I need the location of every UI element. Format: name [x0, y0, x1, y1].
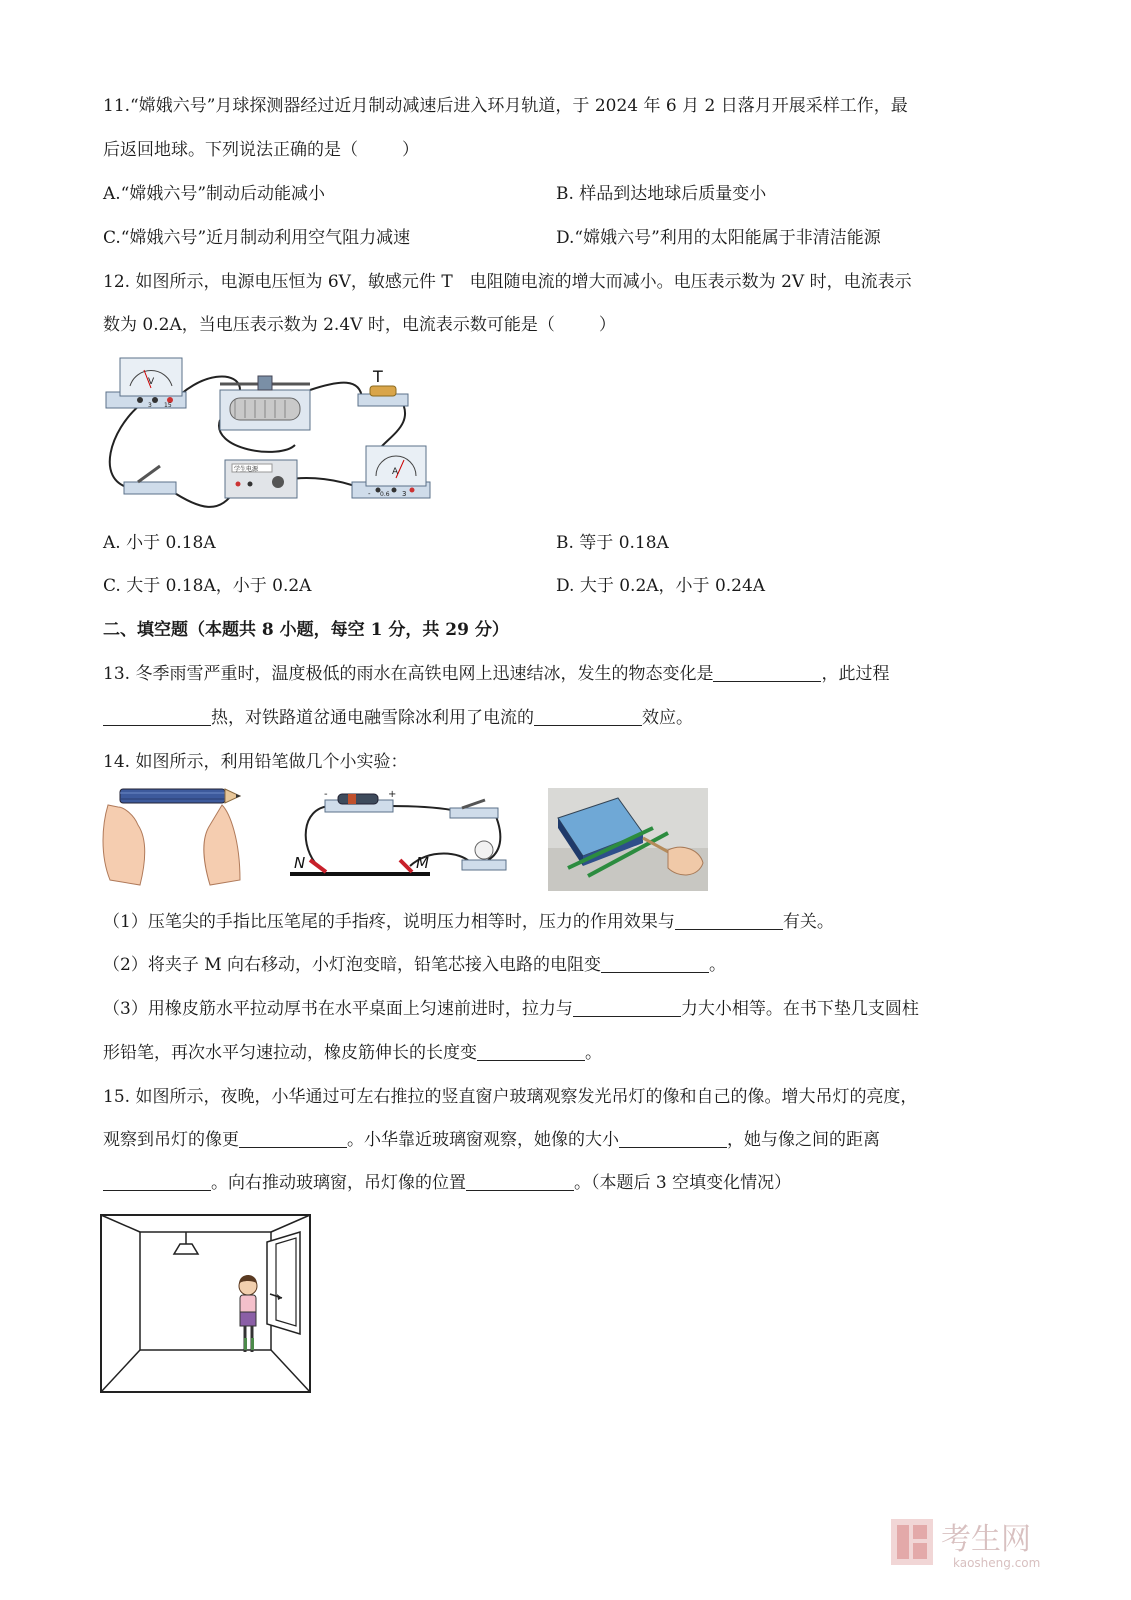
ammeter [352, 446, 430, 498]
q14-sub2 [103, 953, 726, 977]
q15-blank-4[interactable] [466, 1172, 574, 1191]
clip-m-label: M [416, 854, 429, 872]
q15-text-2a: 观察到吊灯的像更 [103, 1130, 239, 1150]
q11-paren-close: ） [402, 140, 419, 160]
q14-figure-pencil-circuit [290, 788, 508, 880]
q14-sub3-text-c: 形铅笔，再次水平匀速拉动，橡皮筋伸长的长度变 [103, 1043, 477, 1063]
q14-sub3-text-a: （3）用橡皮筋水平拉动厚书在水平桌面上匀速前进时，拉力与 [103, 999, 573, 1019]
q14-blank-4[interactable] [477, 1042, 585, 1061]
q14-sub3-line2 [103, 1041, 602, 1065]
q14-sub1-end: 有关。 [782, 912, 834, 932]
voltmeter-symbol: V [148, 377, 155, 387]
q12-stem-text: 数为 0.2A，当电压表示数为 2.4V 时，电流表示数可能是（ [103, 315, 555, 335]
battery-plus: + [388, 789, 397, 800]
element-t-label: T [373, 367, 383, 386]
q11-option-a: A.“嫦娥六号”制动后动能减小 [103, 184, 326, 204]
q15-line1: 15. 如图所示，夜晚，小华通过可左右推拉的竖直窗户玻璃观察发光吊灯的像和自己的像。增大吊灯的亮度， [103, 1087, 918, 1107]
q14-sub3-line1 [103, 997, 919, 1021]
q13-line1 [103, 662, 889, 686]
q15-text-2c: ，她与像之间的距离 [727, 1130, 880, 1150]
q15-blank-1[interactable] [239, 1129, 347, 1148]
q14-sub1 [103, 910, 834, 934]
voltmeter-terminal-15: 15 [164, 402, 172, 409]
q12-stem-line2 [103, 313, 616, 337]
q14-sub2-end: 。 [709, 955, 727, 975]
sensitive-element-t [358, 367, 408, 406]
q15-room-figure [100, 1214, 312, 1394]
watermark-brand: 考生网 [941, 1522, 1031, 1557]
clip-n-label: N [294, 854, 306, 872]
q15-text-2b: 。小华靠近玻璃窗观察，她像的大小 [347, 1130, 619, 1150]
q15-text-3a: 。向右推动玻璃窗，吊灯像的位置 [211, 1173, 466, 1193]
ammeter-terminal-minus: - [368, 490, 371, 498]
q14-sub1-text: （1）压笔尖的手指比压笔尾的手指疼，说明压力相等时，压力的作用效果与 [103, 912, 675, 932]
q13-blank-2[interactable] [103, 707, 211, 726]
q15-line3 [103, 1171, 791, 1195]
q15-text-3b: 。（本题后 3 空填变化情况） [574, 1173, 792, 1193]
q11-option-b: B. 样品到达地球后质量变小 [556, 184, 767, 204]
q11-option-c: C.“嫦娥六号”近月制动利用空气阻力减速 [103, 228, 411, 248]
q11-stem-line1: 11.“嫦娥六号”月球探测器经过近月制动减速后进入环月轨道，于 2024 年 6 月 2 日落月开展采样工作，最 [103, 96, 908, 116]
ammeter-symbol: A [392, 467, 399, 477]
q12-stem-line1: 12. 如图所示，电源电压恒为 6V，敏感元件 T 电阻随电流的增大而减小。电压表示数为 2V 时，电流表示 [103, 272, 912, 292]
q14-sub2-text: （2）将夹子 M 向右移动，小灯泡变暗，铅笔芯接入电路的电阻变 [103, 955, 602, 975]
q12-option-a: A. 小于 0.18A [103, 533, 216, 553]
q12-paren-close: ） [598, 315, 616, 335]
ammeter-terminal-06: 0.6 [380, 491, 390, 498]
q12-option-b: B. 等于 0.18A [556, 533, 669, 553]
ammeter-terminal-3: 3 [402, 490, 407, 498]
q14-sub3-end: 。 [585, 1043, 602, 1063]
q13-blank-3[interactable] [534, 707, 642, 726]
q13-blank-1[interactable] [713, 663, 821, 682]
power-supply-label: 学生电源 [234, 466, 259, 473]
battery-minus: - [324, 789, 328, 800]
q13-text-2a: 热，对铁路道岔通电融雪除冰利用了电流的 [211, 708, 534, 728]
rheostat [220, 376, 310, 430]
switch [124, 466, 176, 494]
q13-text-1b: ，此过程 [821, 664, 890, 684]
q11-option-d: D.“嫦娥六号”利用的太阳能属于非清洁能源 [556, 228, 881, 248]
q15-blank-3[interactable] [103, 1172, 211, 1191]
q14-figure-book-photo [548, 788, 708, 891]
q15-line2 [103, 1128, 880, 1152]
section-title: 二、填空题（本题共 8 小题，每空 1 分，共 29 分） [103, 620, 509, 640]
voltmeter [106, 358, 186, 409]
q11-stem-text: 后返回地球。下列说法正确的是（ [103, 140, 358, 160]
q13-text-1a: 13. 冬季雨雪严重时，温度极低的雨水在高铁电网上迅速结冰，发生的物态变化是 [103, 664, 714, 684]
watermark-url: kaosheng.com [953, 1556, 1041, 1570]
q14-figure-pencil-fingers [100, 785, 250, 893]
q14-blank-2[interactable] [601, 954, 709, 973]
q13-text-2b: 效应。 [642, 708, 693, 728]
watermark [891, 1515, 1091, 1578]
voltmeter-terminal-3: 3 [148, 402, 152, 409]
q12-option-c: C. 大于 0.18A，小于 0.2A [103, 576, 312, 596]
power-supply [225, 460, 297, 498]
q11-stem-line2 [103, 138, 419, 162]
q14-stem: 14. 如图所示，利用铅笔做几个小实验： [103, 752, 408, 772]
q15-blank-2[interactable] [619, 1129, 727, 1148]
q13-line2 [103, 706, 693, 730]
q14-blank-3[interactable] [573, 998, 681, 1017]
q12-option-d: D. 大于 0.2A，小于 0.24A [556, 576, 766, 596]
q14-blank-1[interactable] [675, 911, 783, 930]
q12-circuit-figure [100, 350, 435, 520]
q14-sub3-text-b: 力大小相等。在书下垫几支圆柱 [680, 999, 919, 1019]
kaosheng-logo [891, 1515, 1091, 1573]
